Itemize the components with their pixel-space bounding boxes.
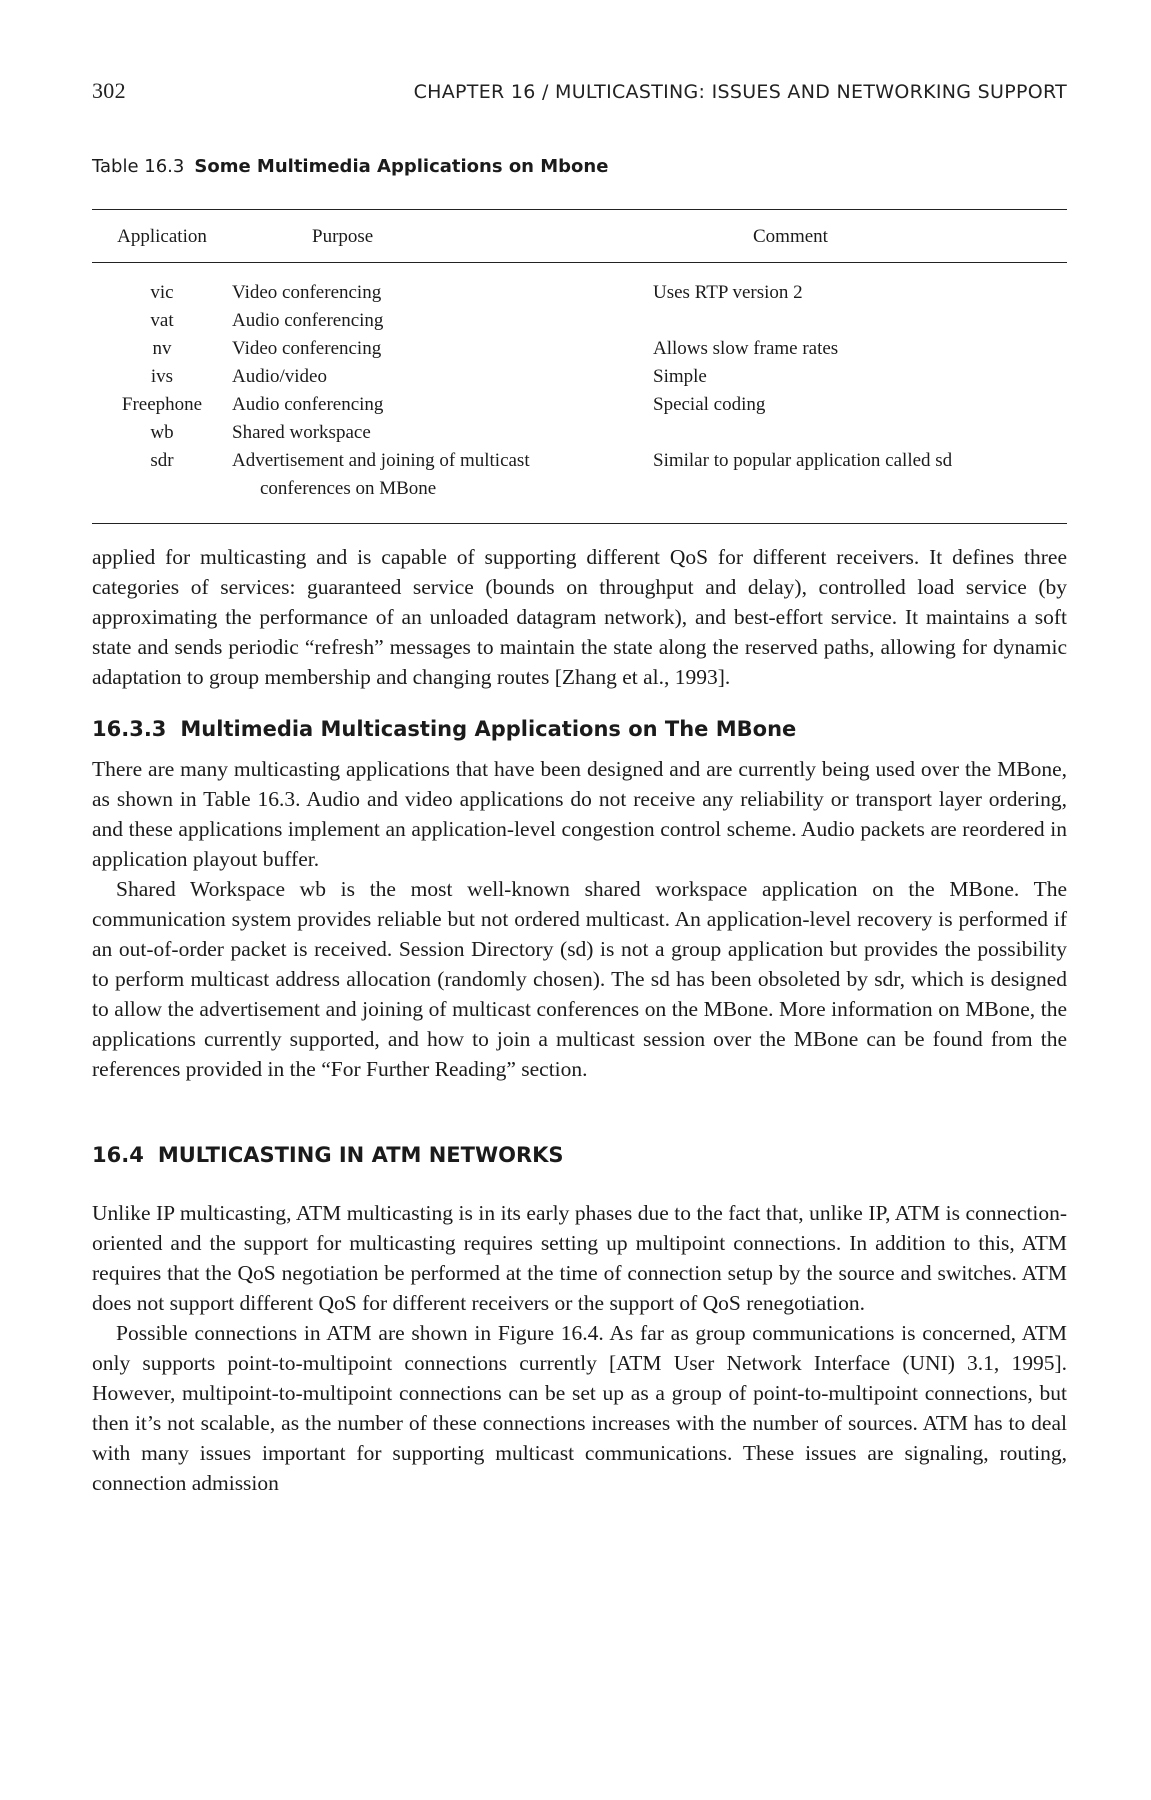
section-title: Multimedia Multicasting Applications on The MBone <box>180 717 797 741</box>
paragraph-shared-workspace: Shared Workspace wb is the most well-known shared workspace application on the MBone. The communication system provides reliable but not ordered multicast. An application-level recovery is performed if an out-of-order packet is received. Session Directory (sd) is not a group application but provides the possibility to perform multicast address allocation (randomly chosen). The sd has been obsoleted by sdr, which is designed to allow the advertisement and joining of multicast conferences on the MBone. More information on MBone, the applications currently supported, and how to join a multicast session over the MBone can be found from the references provided in the “For Further Reading” section. <box>92 877 1067 1081</box>
column-header-purpose: Purpose <box>312 226 374 247</box>
column-header-application: Application <box>117 226 207 247</box>
table-row <box>92 391 1067 419</box>
section-title: MULTICASTING IN ATM NETWORKS <box>157 1143 564 1167</box>
section-heading-16-4 <box>92 1140 1067 1170</box>
table-row <box>92 363 1067 391</box>
table-row <box>92 419 1067 447</box>
cell-application: wb <box>150 422 174 443</box>
running-title: CHAPTER 16 / MULTICASTING: ISSUES AND NETWORKING SUPPORT <box>413 81 1067 103</box>
cell-comment <box>653 475 1067 524</box>
cell-comment: Allows slow frame rates <box>653 338 839 359</box>
cell-purpose: Video conferencing <box>232 338 382 359</box>
paragraph-rsvp-continued: applied for multicasting and is capable of supporting different QoS for different receivers. It defines three categories of services: guaranteed service (bounds on throughput and delay), controlled load service (by approximating the performance of an unloaded datagram network), and best-effort service. It maintains a soft state and sends periodic “refresh” messages to maintain the state along the reserved paths, allowing for dynamic adaptation to group membership and changing routes [Zhang et al., 1993]. <box>92 545 1067 689</box>
body-text <box>92 542 1067 1498</box>
cell-purpose: Shared workspace <box>232 422 371 443</box>
cell-application: sdr <box>150 450 174 471</box>
cell-application: vic <box>150 282 174 303</box>
cell-purpose: Audio/video <box>232 366 327 387</box>
table-title: Some Multimedia Applications on Mbone <box>194 156 609 177</box>
table-header-row <box>92 210 1067 263</box>
mbone-applications-table <box>92 209 1067 524</box>
cell-comment: Special coding <box>653 394 766 415</box>
table-row <box>92 307 1067 335</box>
cell-purpose: Advertisement and joining of multicast <box>232 450 530 471</box>
page <box>92 78 1067 1498</box>
table-row <box>92 335 1067 363</box>
column-header-comment: Comment <box>753 226 828 247</box>
running-header <box>92 78 1067 104</box>
cell-application: vat <box>150 310 174 331</box>
page-number: 302 <box>92 78 126 103</box>
cell-application <box>92 475 232 524</box>
cell-purpose: Audio conferencing <box>232 394 384 415</box>
section-heading-16-3-3 <box>92 714 1067 744</box>
paragraph-atm-multicasting: Unlike IP multicasting, ATM multicasting is in its early phases due to the fact that, unlike IP, ATM is connection-oriented and the support for multicasting requires setting up multipoint connections. In addition to this, ATM requires that the QoS negotiation be performed at the time of connection setup by the source and switches. ATM does not support different QoS for different receivers or the support of QoS renegotiation. <box>92 1201 1067 1315</box>
cell-application: nv <box>152 338 172 359</box>
cell-comment: Uses RTP version 2 <box>653 282 803 303</box>
cell-application: Freephone <box>121 394 203 415</box>
section-number: 16.3.3 <box>92 717 167 741</box>
cell-comment <box>653 419 1067 447</box>
table-caption <box>92 156 1067 177</box>
cell-purpose: Video conferencing <box>232 282 382 303</box>
cell-comment: Simple <box>653 366 707 387</box>
cell-purpose: Audio conferencing <box>232 310 384 331</box>
table-row <box>92 263 1067 308</box>
paragraph-mbone-apps: There are many multicasting applications that have been designed and are currently being used over the MBone, as shown in Table 16.3. Audio and video applications do not receive any reliability or transport layer ordering, and these applications implement an application-level congestion control scheme. Audio packets are reordered in application playout buffer. <box>92 757 1067 871</box>
cell-application: ivs <box>150 366 174 387</box>
table-label: Table 16.3 <box>92 156 185 177</box>
section-number: 16.4 <box>92 1143 144 1167</box>
cell-purpose: conferences on MBone <box>260 478 437 499</box>
table-row <box>92 475 1067 524</box>
paragraph-atm-connections: Possible connections in ATM are shown in Figure 16.4. As far as group communications is concerned, ATM only supports point-to-multipoint connections currently [ATM User Network Interface (UNI) 3.1, 1995]. However, multipoint-to-multipoint connections can be set up as a group of point-to-multipoint connections, but then it’s not scalable, as the number of these connections increases with the number of sources. ATM has to deal with many issues important for supporting multicast communications. These issues are signaling, routing, connection admission <box>92 1321 1067 1495</box>
cell-comment <box>653 307 1067 335</box>
table-row <box>92 447 1067 475</box>
cell-comment: Similar to popular application called sd <box>653 450 953 471</box>
